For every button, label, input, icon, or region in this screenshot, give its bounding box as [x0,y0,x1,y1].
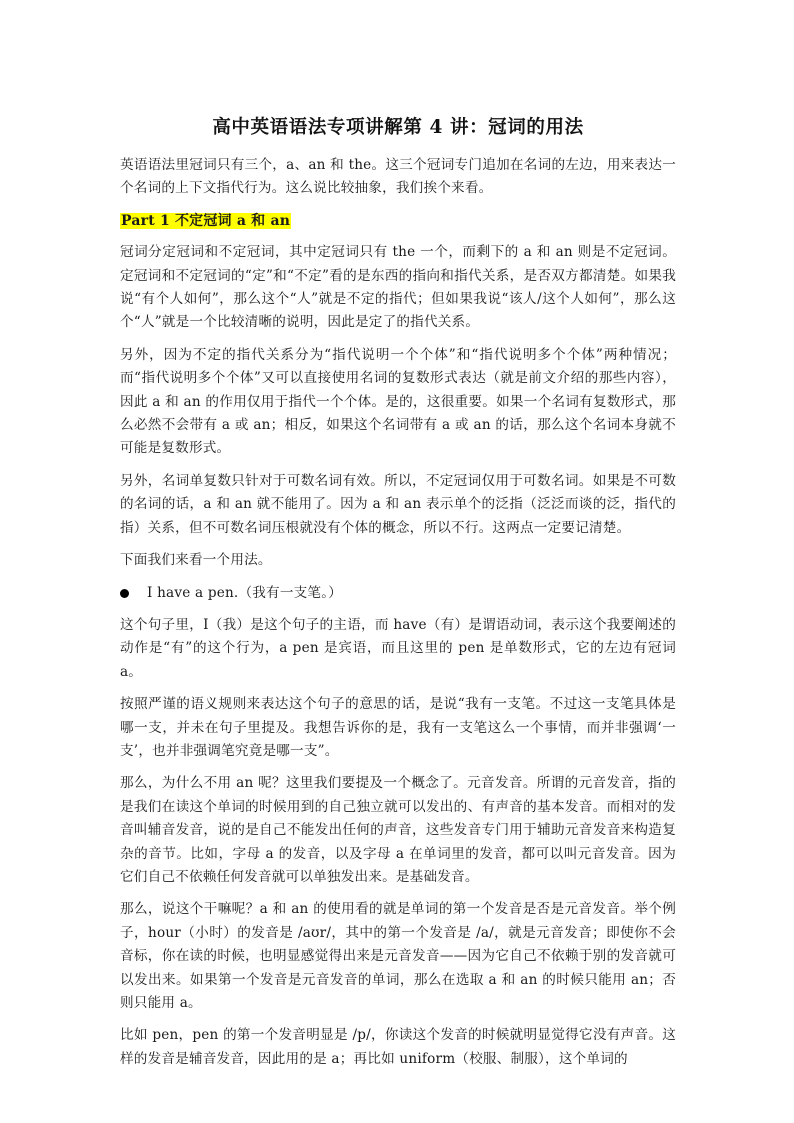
paragraph-4: 下面我们来看一个用法。 [120,552,272,569]
paragraph-8: 那么，说这个干嘛呢？a 和 an 的使用看的就是单词的第一个发音是否是元音发音。举个例子，hour（小时）的发音是 /aʊr/，其中的第一个发音是 /a/，就是元音发音；即使你不会音标，你在读的时候，也明显感觉得出来是元音发音——因为它自己不依赖于别的发音就可以发出来。如果第一个发音是元音发音的单词，那么在选取 a 和 an 的时候只能用 an；否则只能用 a。 [120,901,676,1011]
paragraph-6: 按照严谨的语义规则来表达这个句子的意思的话，是说“我有一支笔。不过这一支笔具体是哪一支，并未在句子里提及。我想告诉你的是，我有一支笔这么一个事情，而并非强调‘一支’，也并非强调笔究竟是哪一支”。 [120,696,676,759]
page-title: 高中英语语法专项讲解第 4 讲：冠词的用法 [212,117,584,138]
paragraph-9: 比如 pen，pen 的第一个发音明显是 /p/，你读这个发音的时候就明显觉得它没有声音。这样的发音是辅音发音，因此用的是 a；再比如 uniform（校服、制服），这个单词的 [120,1027,676,1067]
section-heading [120,210,676,233]
paragraph-3: 另外，名词单复数只针对于可数名词有效。所以，不定冠词仅用于可数名词。如果是不可数的名词的话，a 和 an 就不能用了。因为 a 和 an 表示单个的泛指（泛泛而谈的泛，指代的指）关系，但不可数名词压根就没有个体的概念，所以不行。这两点一定要记清楚。 [120,472,676,536]
document-body [120,114,676,1080]
paragraph-2: 另外，因为不定的指代关系分为“指代说明一个个体”和“指代说明多个个体”两种情况；而“指代说明多个个体”又可以直接使用名词的复数形式表达（就是前文介绍的那些内容），因此 a 和 an 的作用仅用于指代一个个体。是的，这很重要。如果一个名词有复数形式，那么必然不会带有 a 或 an；相反，如果这个名词带有 a 或 an 的话，那么这个名词本身就不可能是复数形式。 [120,346,676,457]
paragraph-1: 冠词分定冠词和不定冠词，其中定冠词只有 the 一个，而剩下的 a 和 an 则是不定冠词。定冠词和不定冠词的“定”和“不定”看的是东西的指向和指代关系，是否双方都清楚。如果我说“有个人如何”，那么这个“人”就是不定的指代；但如果我说“该人/这个人如何”，那么这个“人”就是一个比较清晰的说明，因此是定了的指代关系。 [120,244,676,331]
paragraph-7: 那么，为什么不用 an 呢？这里我们要提及一个概念了。元音发音。所谓的元音发音，指的是我们在读这个单词的时候用到的自己独立就可以发出的、有声音的基本发音。而相对的发音叫辅音发音，说的是自己不能发出任何的声音，这些发音专门用于辅助元音发音来构造复杂的音节。比如，字母 a 的发音，以及字母 a 在单词里的发音，都可以叫元音发音。因为它们自己不依赖任何发音就可以单独发出来。是基础发音。 [120,775,676,885]
paragraph-5: 这个句子里，I（我）是这个句子的主语，而 have（有）是谓语动词，表示这个我要阐述的动作是“有”的这个行为，a pen 是宾语，而且这里的 pen 是单数形式，它的左边有冠词 a。 [120,616,676,680]
bullet-dot-icon [120,589,129,598]
example-bullet [120,582,676,605]
intro-paragraph: 英语语法里冠词只有三个，a、an 和 the。这三个冠词专门追加在名词的左边，用来表达一个名词的上下文指代行为。这么说比较抽象，我们挨个来看。 [120,157,676,197]
highlighted-heading-text: Part 1 不定冠词 a 和 an [121,212,291,229]
example-sentence: I have a pen.（我有一支笔。） [147,584,342,601]
